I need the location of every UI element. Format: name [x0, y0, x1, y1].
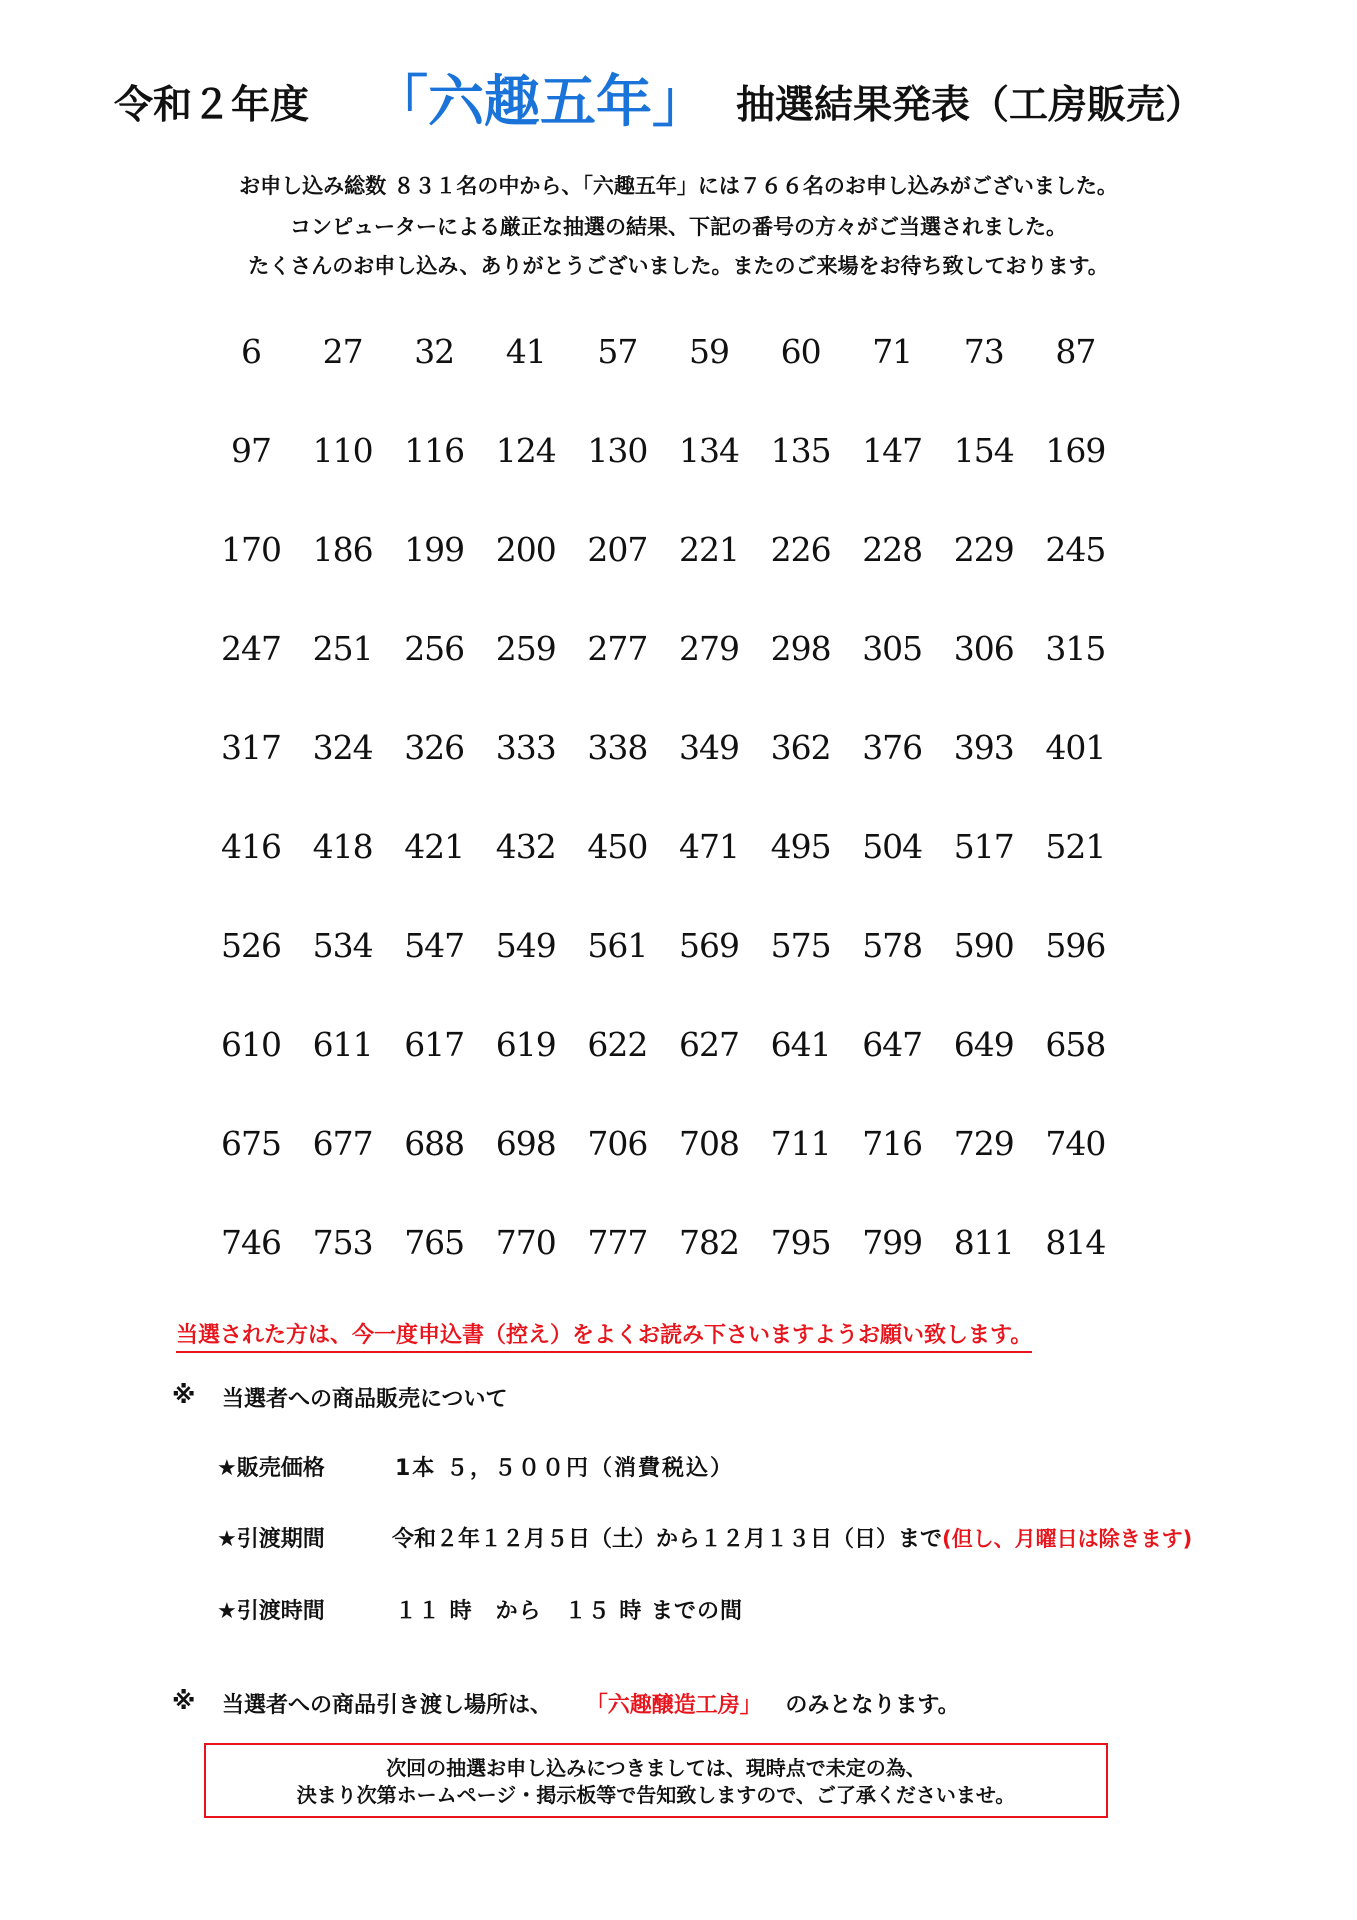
reread-warning: 当選された方は、今一度申込書（控え）をよくお読み下さいますようお願い致します。 — [176, 1318, 1032, 1353]
location-place: 「六趣醸造工房」 — [585, 1693, 762, 1718]
location-prefix: 当選者への商品引き渡し場所は、 — [222, 1693, 553, 1718]
winning-number: 795 — [770, 1223, 831, 1262]
winning-number: 617 — [404, 1025, 465, 1064]
winning-number: 534 — [312, 926, 373, 965]
winning-number: 622 — [587, 1025, 648, 1064]
winning-number: 221 — [679, 530, 739, 569]
intro-line-2: コンピューターによる厳正な抽選の結果、下記の番号の方々がご当選されました。 — [290, 215, 1067, 239]
winning-number: 32 — [414, 332, 455, 371]
winning-number: 549 — [495, 926, 556, 965]
winning-number: 228 — [862, 530, 923, 569]
period-line — [392, 1522, 1192, 1553]
winning-number: 130 — [587, 431, 648, 470]
winning-number: 154 — [953, 431, 1014, 470]
winning-number: 256 — [404, 629, 465, 668]
notice-line-2: 決まり次第ホームページ・掲示板等で告知致しますので、ご了承くださいませ。 — [296, 1783, 1016, 1807]
winning-number: 578 — [862, 926, 923, 965]
note-mark-2: ※ — [172, 1687, 196, 1715]
winning-number: 326 — [404, 728, 465, 767]
number-row — [205, 431, 1125, 530]
number-row — [205, 1025, 1125, 1124]
winning-number: 658 — [1045, 1025, 1106, 1064]
winning-number: 393 — [953, 728, 1014, 767]
number-row — [205, 332, 1125, 431]
winning-number: 590 — [953, 926, 1014, 965]
winning-number: 716 — [862, 1124, 923, 1163]
winning-number: 641 — [770, 1025, 831, 1064]
period-label: ★引渡期間 — [217, 1527, 325, 1552]
winning-number: 521 — [1045, 827, 1106, 866]
winning-number: 349 — [679, 728, 739, 767]
winning-number: 708 — [679, 1124, 739, 1163]
winning-number: 259 — [495, 629, 556, 668]
winning-number: 450 — [587, 827, 648, 866]
number-row — [205, 1223, 1125, 1322]
winning-number: 170 — [221, 530, 281, 569]
winning-number: 229 — [953, 530, 1014, 569]
winning-number: 338 — [587, 728, 648, 767]
number-row — [205, 629, 1125, 728]
winning-number: 706 — [587, 1124, 648, 1163]
winning-number: 619 — [495, 1025, 556, 1064]
winning-number: 418 — [312, 827, 373, 866]
winning-number: 746 — [221, 1223, 281, 1262]
winning-number: 729 — [953, 1124, 1014, 1163]
title-year: 令和２年度 — [114, 83, 310, 128]
winning-number: 561 — [587, 926, 648, 965]
notice-line-1: 次回の抽選お申し込みにつきましては、現時点で未定の為、 — [386, 1756, 926, 1780]
winning-number: 495 — [770, 827, 831, 866]
winning-number: 740 — [1045, 1124, 1106, 1163]
winning-number: 277 — [587, 629, 648, 668]
winning-number: 110 — [312, 431, 373, 470]
winning-number: 124 — [495, 431, 556, 470]
winning-number: 305 — [862, 629, 923, 668]
winning-number: 315 — [1045, 629, 1106, 668]
price-value: 1本 ５，５００円（消費税込） — [395, 1456, 734, 1481]
winning-number: 134 — [679, 431, 739, 470]
winning-number: 245 — [1045, 530, 1106, 569]
winning-number: 765 — [404, 1223, 465, 1262]
winning-number: 186 — [312, 530, 373, 569]
winning-number: 647 — [862, 1025, 923, 1064]
winning-number: 416 — [221, 827, 281, 866]
number-row — [205, 926, 1125, 1025]
location-suffix: のみとなります。 — [785, 1693, 960, 1718]
intro-line-3: たくさんのお申し込み、ありがとうございました。またのご来場をお待ち致しております。 — [248, 254, 1109, 278]
winning-number: 569 — [679, 926, 739, 965]
winning-number: 147 — [862, 431, 923, 470]
winning-number: 575 — [770, 926, 831, 965]
winning-number: 207 — [587, 530, 648, 569]
winning-number: 432 — [495, 827, 556, 866]
winning-number: 97 — [231, 431, 271, 470]
winning-number: 517 — [953, 827, 1014, 866]
winning-number: 547 — [404, 926, 465, 965]
winning-number: 782 — [679, 1223, 739, 1262]
number-row — [205, 530, 1125, 629]
winning-number: 610 — [221, 1025, 281, 1064]
winning-number: 649 — [953, 1025, 1014, 1064]
price-label: ★販売価格 — [217, 1456, 325, 1481]
time-value: １１ 時 から １５ 時 までの間 — [395, 1599, 743, 1624]
winning-number: 770 — [495, 1223, 556, 1262]
next-lottery-notice — [204, 1743, 1108, 1818]
title-suffix: 抽選結果発表（工房販売） — [736, 83, 1205, 128]
period-note: (但し、月曜日は除きます) — [942, 1527, 1193, 1551]
period-value: 令和２年１２月５日（土）から１２月１３日（日）まで — [392, 1527, 943, 1552]
winning-number: 200 — [495, 530, 556, 569]
winning-number: 526 — [221, 926, 281, 965]
winning-number: 677 — [312, 1124, 373, 1163]
winning-number: 471 — [679, 827, 739, 866]
title-product: 「六趣五年」 — [372, 70, 708, 135]
winning-number: 199 — [404, 530, 465, 569]
number-row — [205, 1124, 1125, 1223]
winning-number: 306 — [953, 629, 1014, 668]
number-row — [205, 827, 1125, 926]
winning-number: 73 — [963, 332, 1004, 371]
winning-number: 87 — [1055, 332, 1096, 371]
winning-number: 753 — [312, 1223, 373, 1262]
time-label: ★引渡時間 — [217, 1599, 325, 1624]
winning-numbers-grid — [205, 332, 1125, 1322]
winning-number: 71 — [872, 332, 913, 371]
winning-number: 298 — [770, 629, 831, 668]
number-row — [205, 728, 1125, 827]
winning-number: 169 — [1045, 431, 1106, 470]
winning-number: 504 — [862, 827, 923, 866]
winning-number: 711 — [770, 1124, 831, 1163]
winning-number: 226 — [770, 530, 831, 569]
winning-number: 135 — [770, 431, 831, 470]
note-mark: ※ — [172, 1381, 196, 1409]
winning-number: 251 — [312, 629, 373, 668]
winning-number: 116 — [404, 431, 465, 470]
winning-number: 60 — [780, 332, 821, 371]
winning-number: 611 — [312, 1025, 373, 1064]
intro-line-1: お申し込み総数 ８３１名の中から、「六趣五年」には７６６名のお申し込みがございました。 — [239, 174, 1118, 198]
winning-number: 421 — [404, 827, 465, 866]
winning-number: 814 — [1045, 1223, 1106, 1262]
winning-number: 362 — [770, 728, 831, 767]
winning-number: 688 — [404, 1124, 465, 1163]
page-title — [0, 58, 1357, 135]
sales-heading: 当選者への商品販売について — [222, 1387, 508, 1412]
winning-number: 799 — [862, 1223, 923, 1262]
winning-number: 698 — [495, 1124, 556, 1163]
winning-number: 811 — [953, 1223, 1014, 1262]
winning-number: 41 — [505, 332, 546, 371]
winning-number: 401 — [1045, 728, 1106, 767]
winning-number: 324 — [312, 728, 373, 767]
winning-number: 59 — [689, 332, 729, 371]
winning-number: 317 — [221, 728, 281, 767]
winning-number: 596 — [1045, 926, 1106, 965]
location-line — [222, 1688, 960, 1719]
winning-number: 57 — [597, 332, 638, 371]
winning-number: 247 — [221, 629, 281, 668]
winning-number: 27 — [322, 332, 363, 371]
winning-number: 777 — [587, 1223, 648, 1262]
winning-number: 333 — [495, 728, 556, 767]
winning-number: 627 — [679, 1025, 739, 1064]
winning-number: 376 — [862, 728, 923, 767]
winning-number: 279 — [679, 629, 739, 668]
winning-number: 6 — [241, 332, 261, 371]
winning-number: 675 — [221, 1124, 281, 1163]
